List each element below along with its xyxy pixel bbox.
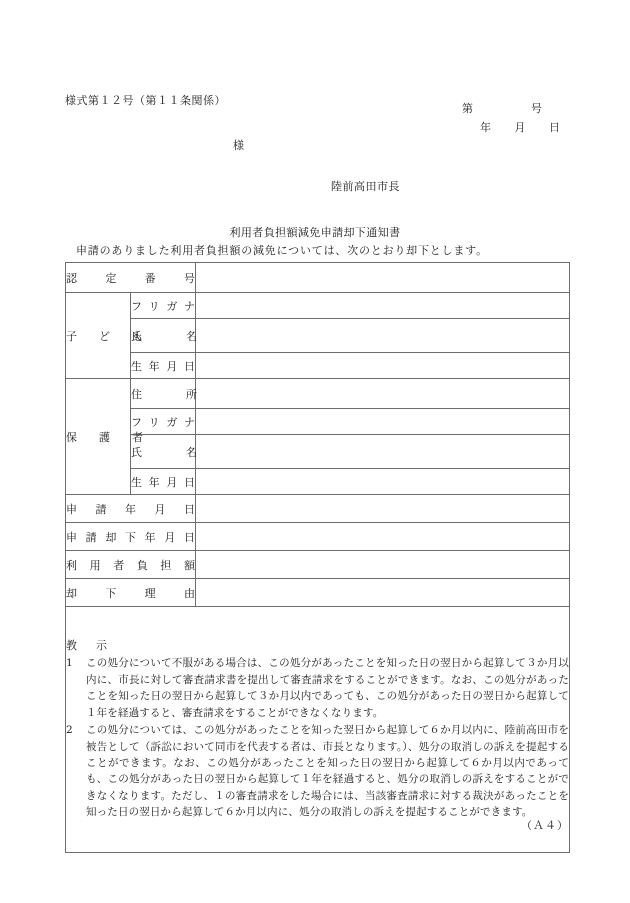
instructions-heading: 教 示	[66, 639, 111, 653]
value-user-burden-amount[interactable]	[196, 551, 570, 579]
value-guardian-address[interactable]	[196, 379, 570, 409]
label-child-furigana: フ リ ガ ナ	[131, 293, 196, 319]
page-title: 利用者負担額減免申請却下通知書	[229, 226, 401, 239]
form-number-label: 様式第１２号（第１１条関係）	[65, 94, 226, 107]
paper-size-label: （Ａ４）	[521, 819, 569, 832]
lead-paragraph: 申請のありました利用者負担額の減免については、次のとおり却下とします。	[76, 244, 488, 257]
value-guardian-birthdate[interactable]	[196, 469, 570, 495]
table-row-child-birthdate	[66, 353, 570, 379]
table-row-child-name	[66, 319, 570, 353]
label-child-birthdate: 生 年 月 日	[131, 353, 196, 379]
label-guardian-name: 氏 名	[131, 435, 196, 469]
label-child-group: 子 ど も	[66, 293, 131, 379]
label-rejection-date: 申 請 却 下 年 月 日	[66, 523, 196, 551]
label-application-date: 申 請 年 月 日	[66, 495, 196, 523]
instructions-item-text: この処分については、この処分があったことを知った翌日から起算して６か月以内に、陸前高田市を被告として（訴訟において同市を代表する者は、市長となります。）、処分の取消しの訴えを提起することができます。なお、この処分があったことを知った日の翌日から起算して６か月以内であっても、この処分があった日の翌日から起算して１年を経過すると、処分の取消しの訴えをすることができなくなります。ただし、１の審査請求をした場合には、当該審査請求に対する裁決があったことを知った日の翌日から起算して６か月以内に、処分の取消しの訴えを提起することができます。	[86, 724, 569, 819]
instructions-item-number: 2	[66, 724, 73, 737]
instructions-item-text: この処分について不服がある場合は、この処分があったことを知った日の翌日から起算して３か月以内に、市長に対して審査請求書を提出して審査請求をすることができます。なお、この処分があったことを知った日の翌日から起算して３か月以内であっても、この処分があった日の翌日から起算して１年を経過すると、審査請求をすることができなくなります。	[86, 657, 569, 719]
table-row-rejection-date	[66, 523, 570, 551]
label-guardian-address: 住 所	[131, 379, 196, 409]
addressee-honorific: 様	[233, 139, 244, 152]
table-row-certification-number	[66, 263, 570, 293]
table-row-guardian-birthdate	[66, 469, 570, 495]
value-rejection-reason[interactable]	[196, 579, 570, 607]
table-row-application-date	[66, 495, 570, 523]
instructions-cell	[66, 607, 570, 853]
label-certification-number: 認 定 番 号	[66, 263, 196, 293]
label-guardian-group: 保 護 者	[66, 379, 131, 495]
label-user-burden-amount: 利 用 者 負 担 額	[66, 551, 196, 579]
value-application-date[interactable]	[196, 495, 570, 523]
label-child-name: 氏 名	[131, 319, 196, 353]
document-number-field: 第 号	[462, 102, 543, 115]
label-guardian-birthdate: 生 年 月 日	[131, 469, 196, 495]
instructions-item	[66, 655, 569, 721]
value-child-birthdate[interactable]	[196, 353, 570, 379]
table-row-guardian-address	[66, 379, 570, 409]
table-row-user-burden-amount	[66, 551, 570, 579]
value-guardian-furigana[interactable]	[196, 409, 570, 435]
document-date-field: 年 月 日	[480, 121, 561, 134]
table-row-child-furigana	[66, 293, 570, 319]
value-rejection-date[interactable]	[196, 523, 570, 551]
table-row-rejection-reason	[66, 579, 570, 607]
instructions-item	[66, 722, 569, 820]
value-child-furigana[interactable]	[196, 293, 570, 319]
instructions-item-number: 1	[66, 657, 73, 670]
value-child-name[interactable]	[196, 319, 570, 353]
label-rejection-reason: 却 下 理 由	[66, 579, 196, 607]
value-certification-number[interactable]	[196, 263, 570, 293]
notification-form-table	[65, 262, 570, 853]
value-guardian-name[interactable]	[196, 435, 570, 469]
label-guardian-furigana: フ リ ガ ナ	[131, 409, 196, 435]
issuer-name: 陸前高田市長	[331, 180, 400, 193]
table-row-instructions	[66, 607, 570, 853]
